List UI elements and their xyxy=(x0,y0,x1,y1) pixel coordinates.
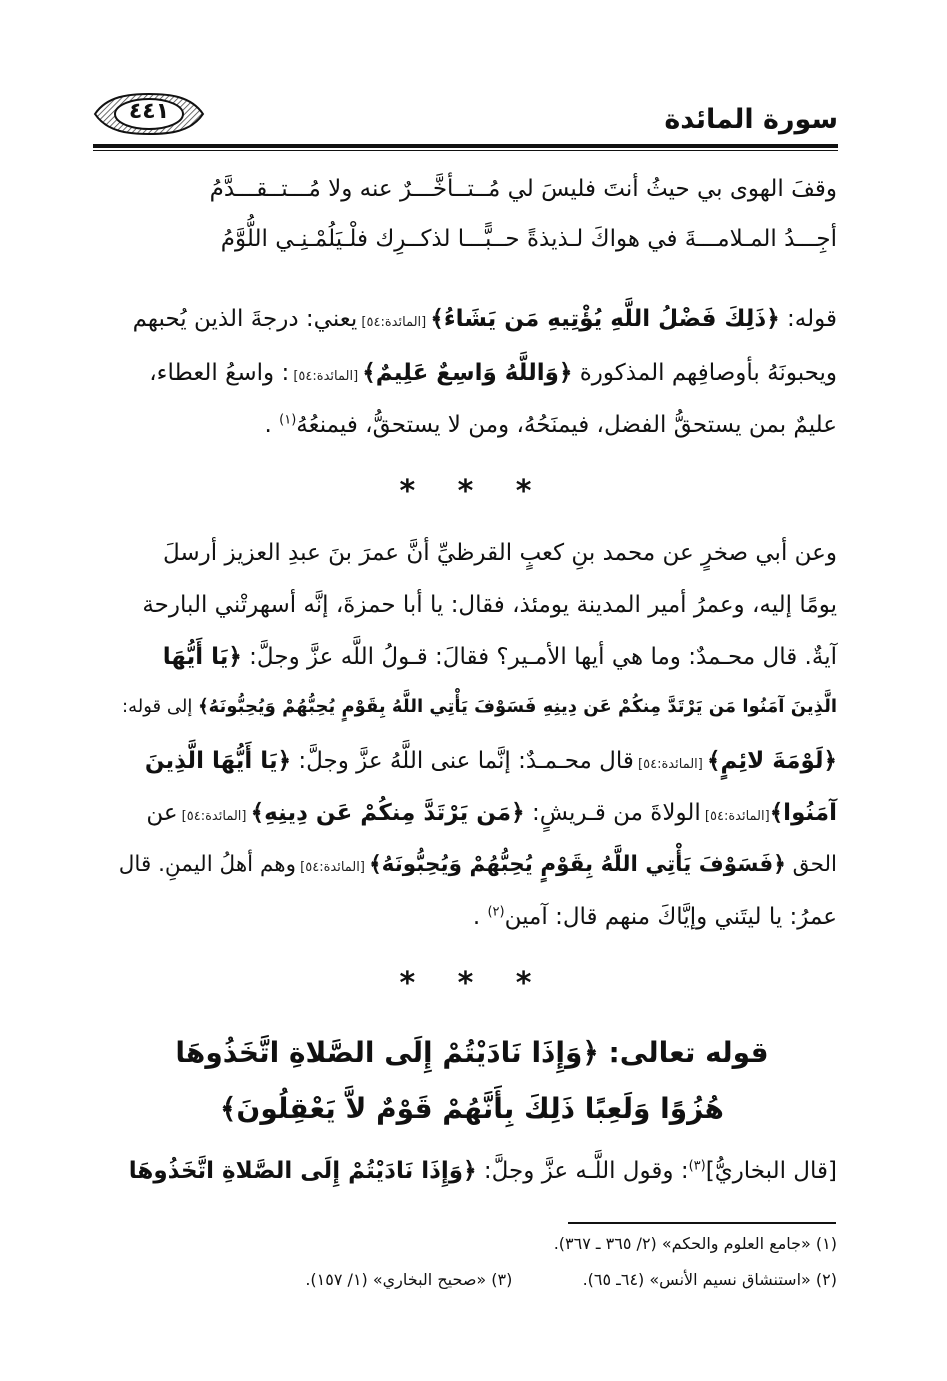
text: الحق xyxy=(785,852,837,877)
verse-reference: [المائدة:٥٤] xyxy=(296,860,370,875)
footnote-1: (١) «جامع العلوم والحكم» (٢/ ٣٦٥ ـ ٣٦٧). xyxy=(553,1234,837,1253)
page-header xyxy=(93,82,838,144)
text: قوله تعالى: xyxy=(598,1036,769,1069)
quran-verse: ﴿يَا أَيُّهَا الَّذِينَ xyxy=(144,748,292,774)
text: : واسعُ العطاء، xyxy=(149,360,290,386)
para3-line-1 xyxy=(107,1158,837,1184)
verse-reference: [المائدة:٥٤] xyxy=(633,757,707,772)
verse-reference: [المائدة:٥٤] xyxy=(357,315,431,330)
text: الولاةَ من قـريشٍ: xyxy=(524,800,701,826)
verse-heading-line-2: هُزُوًا وَلَعِبًا ذَلِكَ بِأَنَّهُمْ قَوْمٌ لاَّ يَعْقِلُونَ﴾ xyxy=(220,1092,724,1125)
text: آيةٌ. قال محـمدٌ: وما هي أيها الأمـير؟ فقالَ: قـولُ اللَّه عزَّ وجلَّ: xyxy=(241,644,837,670)
quran-verse: ﴿يَا أَيُّهَا xyxy=(162,644,242,670)
text: عليمٌ بمن يستحقُّ الفضل، فيمنَحُهُ، ومن لا يستحقُّ، فيمنعُهُ xyxy=(296,412,837,438)
text: عمرُ: يا ليتَني وإيَّاكَ منهم قال: آمين xyxy=(504,904,837,930)
verse-heading-line-1 xyxy=(107,1036,837,1069)
para1-line-2 xyxy=(107,360,837,386)
verse-reference: [المائدة:٥٤] xyxy=(289,369,363,384)
header-rule-thick xyxy=(93,144,838,148)
quran-verse: ﴿لَوْمَةَ لائِمٍ﴾ xyxy=(706,748,837,774)
para1-line-3 xyxy=(107,412,837,438)
quran-verse: آمَنُوا﴾ xyxy=(769,800,837,826)
footnote-rule xyxy=(568,1222,836,1224)
page-number: ٤٤١ xyxy=(128,99,170,124)
text: قال محـمـدٌ: إنَّما عنى اللَّهُ عزَّ وجلَّ: xyxy=(291,748,634,774)
footnote-marker: (١) xyxy=(279,412,297,428)
para2-line-6 xyxy=(107,800,837,826)
para2-line-7 xyxy=(107,852,837,877)
quran-verse: ﴿وَإِذَا نَادَيْتُمْ إِلَى الصَّلاةِ اتَّخَذُوهَا xyxy=(175,1036,599,1069)
quran-verse: الَّذِينَ آمَنُوا مَن يَرْتَدَّ مِنكُمْ عَن دِينِهِ فَسَوْفَ يَأْتِي اللَّهُ بِقَوْمٍ يُحِبُّهُمْ وَيُحِبُّونَهُ﴾ xyxy=(198,696,837,717)
header-rule-thin xyxy=(93,150,838,151)
text: وهم أهلُ اليمنِ. قال xyxy=(118,852,296,877)
text: : وقول اللَّـه عزَّ وجلَّ: xyxy=(476,1158,689,1184)
para2-line-1: وعن أبي صخرٍ عن محمد بنِ كعبٍ القرظيِّ أنَّ عمرَ بنَ عبدِ العزيز أرسلَ xyxy=(162,540,837,566)
section-divider: * * * xyxy=(399,966,548,1001)
footnote-2: (٢) «استنشاق نسيم الأنس» (٦٤ـ ٦٥). xyxy=(582,1270,837,1289)
quran-verse: ﴿وَإِذَا نَادَيْتُمْ إِلَى الصَّلاةِ اتَّخَذُوهَا xyxy=(128,1158,477,1184)
text: [قال البخاريُّ] xyxy=(705,1158,837,1184)
para2-line-5 xyxy=(107,748,837,774)
footnote-marker: (٣) xyxy=(688,1158,706,1174)
para2-line-4 xyxy=(107,696,837,717)
quran-verse: ﴿وَاللَّهُ وَاسِعٌ عَلِيمٌ﴾ xyxy=(362,360,573,386)
text: يعني: درجةَ الذين يُحبهم xyxy=(132,306,358,332)
text: قوله: xyxy=(779,306,837,332)
footnotes-2-3 xyxy=(107,1270,837,1289)
poem-line-2: أجِـــدُ المـلامـــةَ في هواكَ لـذيذةً حــبًّـــا لذكــرِك فلْـيَلُمْـنِـي اللُّوَّمُ xyxy=(220,226,837,252)
verse-reference: [المائدة:٥٤] xyxy=(700,809,770,824)
text: إلى قوله: xyxy=(122,696,199,717)
para2-line-3 xyxy=(107,644,837,670)
poem-line-1: وقفَ الهوى بي حيثُ أنتَ فليسَ لي مُــتــأخَّـــرٌ عنه ولا مُـــتــقـــدَّمُ xyxy=(209,176,837,202)
para1-line-1 xyxy=(107,306,837,332)
footnote-3: (٣) «صحيح البخاري» (١/ ١٥٧). xyxy=(305,1270,513,1289)
footnote-marker: (٢) xyxy=(487,904,505,920)
text: عن xyxy=(146,800,178,826)
quran-verse: ﴿مَن يَرْتَدَّ مِنكُمْ عَن دِينِهِ﴾ xyxy=(250,800,525,826)
text: ويحبونَهُ بأوصافِهم المذكورة xyxy=(572,360,837,386)
text: . xyxy=(472,904,488,930)
page-number-badge xyxy=(93,92,205,136)
para2-line-8 xyxy=(107,904,837,930)
quran-verse: ﴿فَسَوْفَ يَأْتِي اللَّهُ بِقَوْمٍ يُحِبُّهُمْ وَيُحِبُّونَهُ﴾ xyxy=(369,852,786,877)
section-divider: * * * xyxy=(399,474,548,509)
quran-verse: ﴿ذَلِكَ فَضْلُ اللَّهِ يُؤْتِيهِ مَن يَشَاءُ﴾ xyxy=(430,306,780,332)
verse-reference: [المائدة:٥٤] xyxy=(177,809,251,824)
surah-title: سورة المائدة xyxy=(664,104,838,135)
para2-line-2: يومًا إليه، وعمرُ أمير المدينة يومئذ، فقال: يا أبا حمزةَ، إنَّه أسهرتْني البارحة xyxy=(142,592,837,618)
text: . xyxy=(264,412,280,438)
